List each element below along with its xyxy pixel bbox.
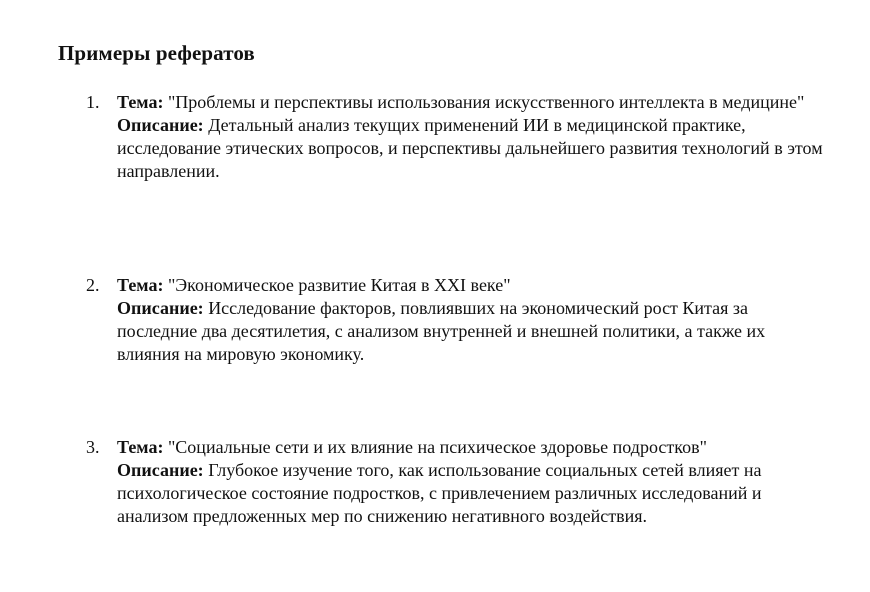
list-item-body — [117, 91, 826, 183]
topic-line — [117, 274, 826, 297]
description-label: Описание: — [117, 298, 204, 318]
description-label: Описание: — [117, 460, 204, 480]
list-item-number: 1. — [86, 92, 100, 112]
list-item-number: 3. — [86, 437, 100, 457]
topic-text: "Социальные сети и их влияние на психическое здоровье подростков" — [167, 437, 707, 457]
description-line — [117, 297, 826, 366]
list-item-body — [117, 274, 826, 366]
list-item-number: 2. — [86, 275, 100, 295]
topic-label: Тема: — [117, 437, 164, 457]
description-text: Исследование факторов, повлиявших на экономический рост Китая за последние два десятилетия, с анализом внутренней и внешней политики, а также их влияния на мировую экономику. — [117, 298, 766, 364]
description-line — [117, 114, 826, 183]
description-label: Описание: — [117, 115, 204, 135]
topic-label: Тема: — [117, 92, 164, 112]
topic-line — [117, 91, 826, 114]
topic-line — [117, 436, 826, 459]
topic-label: Тема: — [117, 275, 164, 295]
page-title: Примеры рефератов — [58, 41, 255, 65]
description-line — [117, 459, 826, 528]
list-item — [86, 91, 826, 183]
list-item — [86, 274, 826, 366]
topic-text: "Проблемы и перспективы использования искусственного интеллекта в медицине" — [167, 92, 805, 112]
list-item-body — [117, 436, 826, 528]
list-item — [86, 436, 826, 528]
description-text: Детальный анализ текущих применений ИИ в медицинской практике, исследование этических вопросов, и перспективы дальнейшего развития технологий в этом направлении. — [117, 115, 823, 181]
topic-text: "Экономическое развитие Китая в XXI веке" — [167, 275, 511, 295]
description-text: Глубокое изучение того, как использование социальных сетей влияет на психологическое состояние подростков, с привлечением различных исследований и анализом предложенных мер по снижению негативного воздействия. — [117, 460, 762, 526]
